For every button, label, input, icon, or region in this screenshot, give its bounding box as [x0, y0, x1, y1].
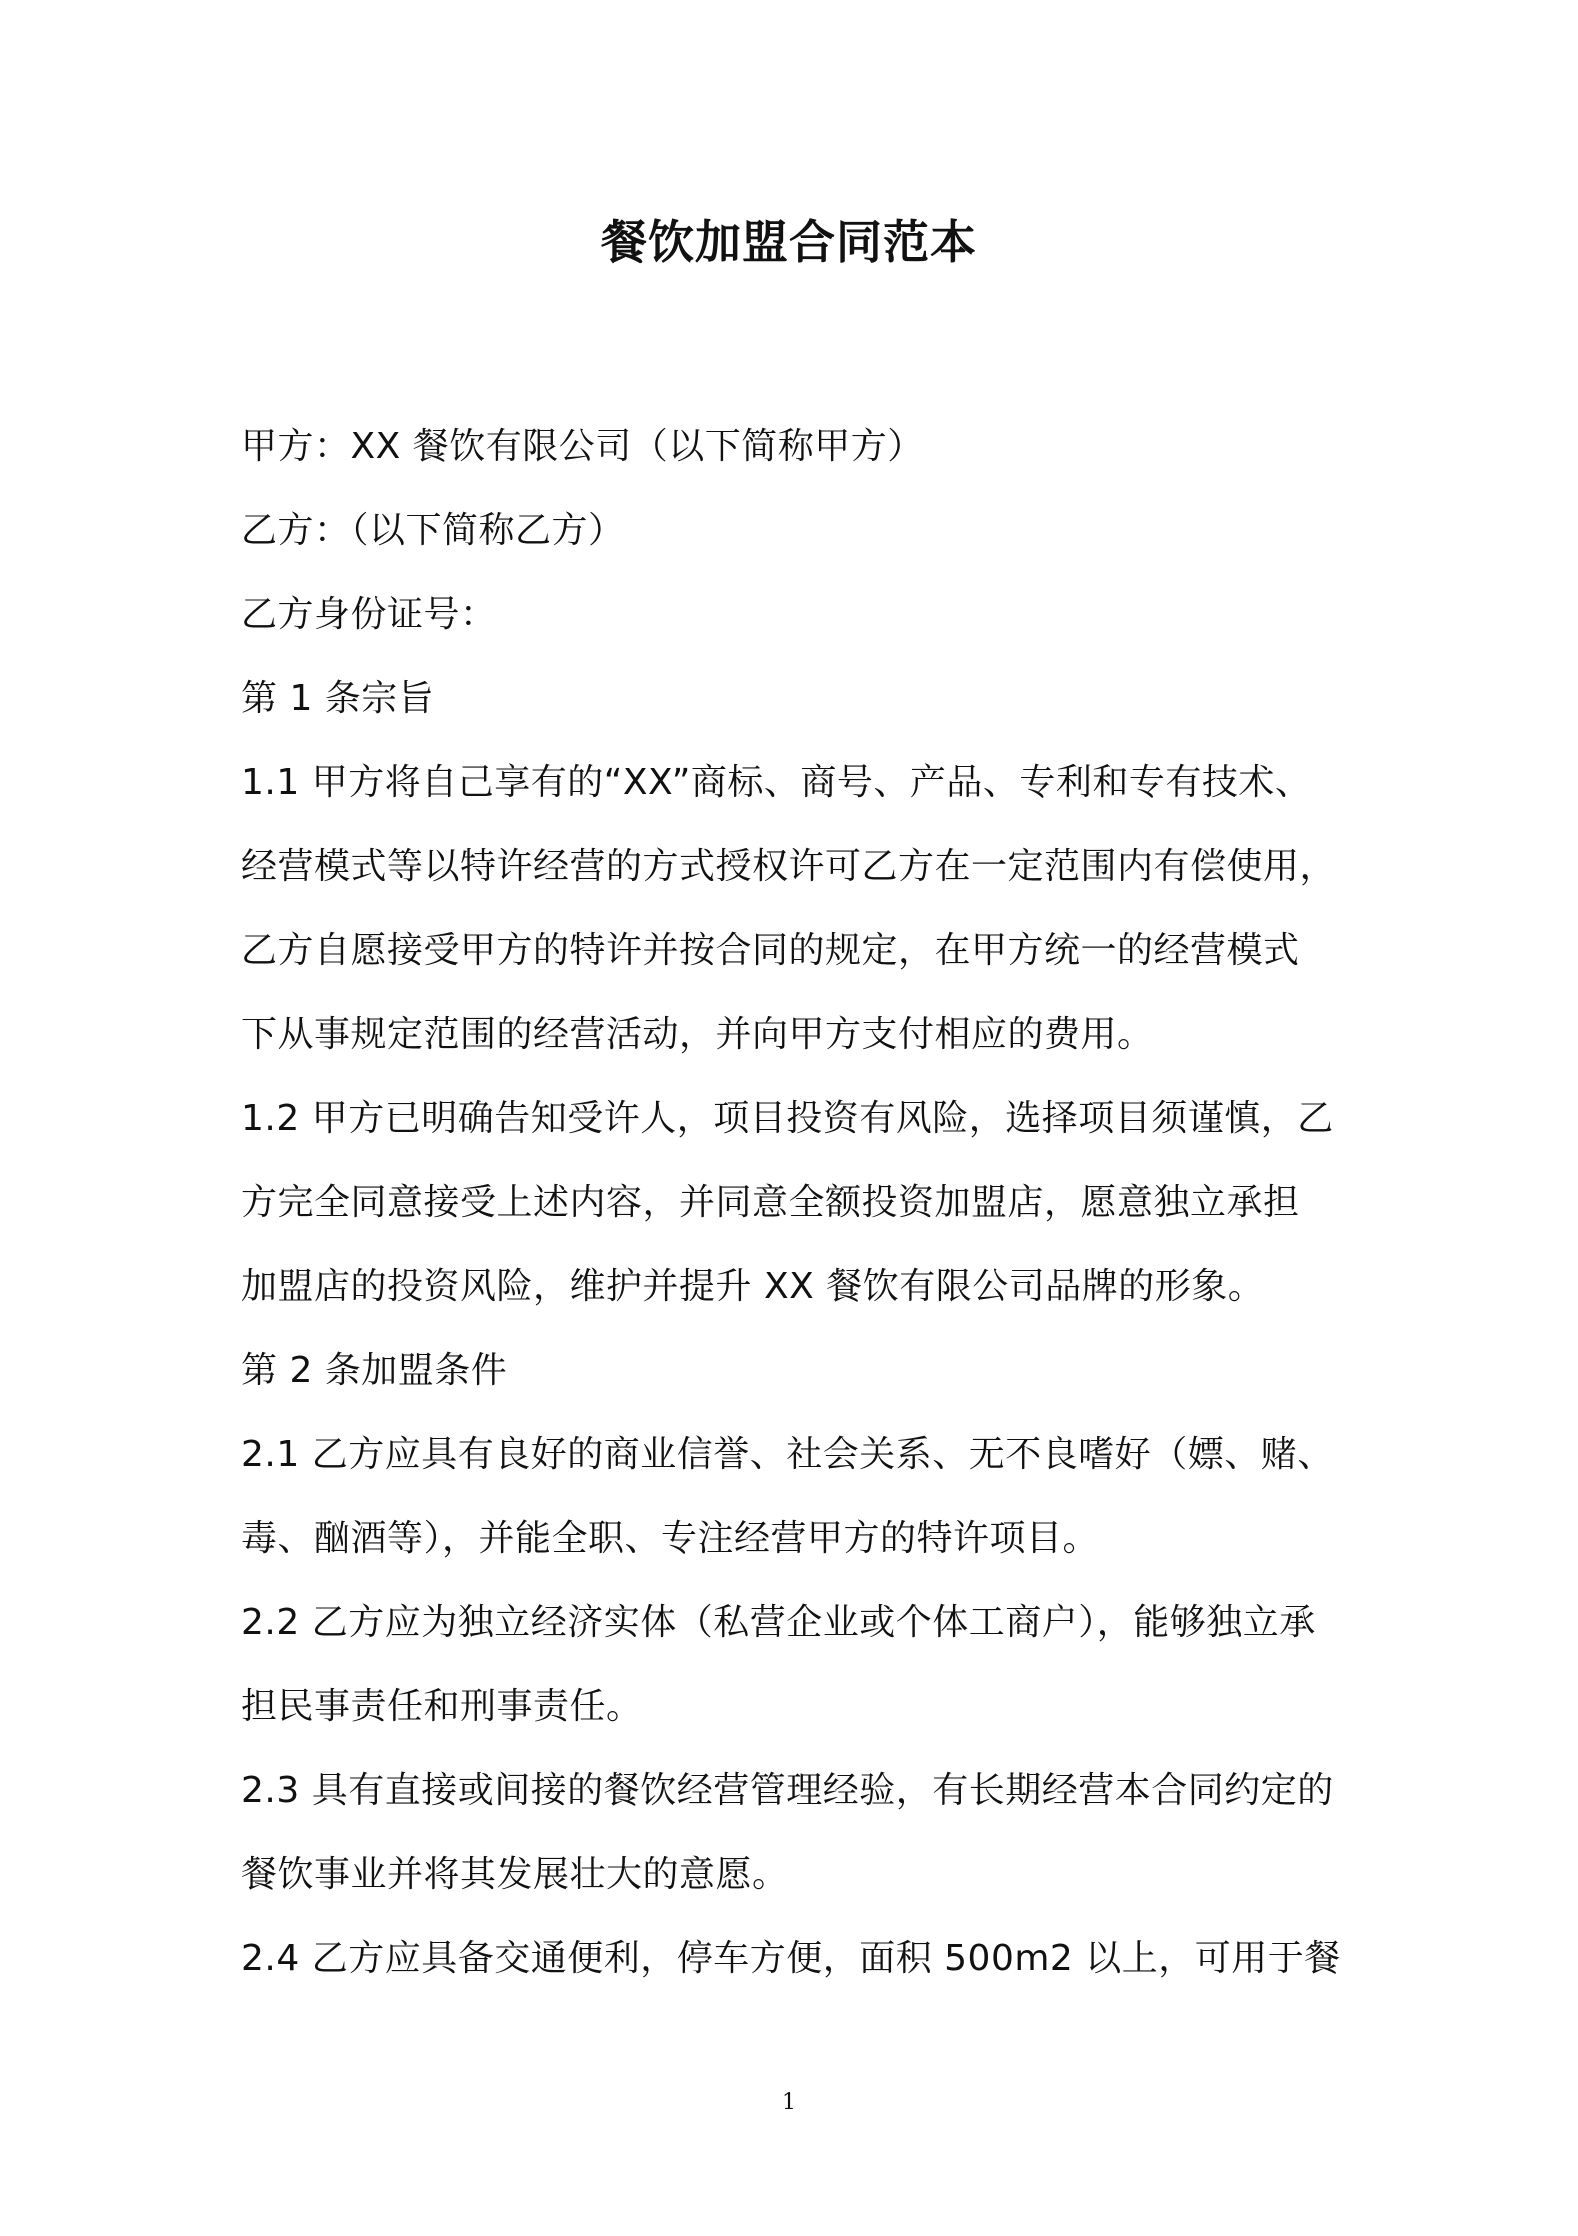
clause-text-line: 担民事责任和刑事责任。 — [241, 1686, 643, 1727]
contract-body — [241, 405, 1361, 2001]
clause-text-line: 餐饮事业并将其发展壮大的意愿。 — [241, 1854, 789, 1895]
clause-text-line: 1.2 甲方已明确告知受许人，项目投资有风险，选择项目须谨慎，乙 — [241, 1098, 1334, 1139]
clause-text-line: 2.3 具有直接或间接的餐饮经营管理经验，有长期经营本合同约定的 — [241, 1770, 1334, 1811]
clause-text-line: 经营模式等以特许经营的方式授权许可乙方在一定范围内有偿使用， — [241, 846, 1337, 887]
clause-text-line: 下从事规定范围的经营活动，并向甲方支付相应的费用。 — [241, 1014, 1154, 1055]
clause-text-line: 2.2 乙方应为独立经济实体（私营企业或个体工商户），能够独立承 — [241, 1602, 1316, 1643]
clause-text-line: 2.4 乙方应具备交通便利，停车方便，面积 500m2 以上，可用于餐 — [241, 1938, 1341, 1979]
clause-text-line: 毒、酗酒等），并能全职、专注经营甲方的特许项目。 — [241, 1518, 1100, 1559]
clause-text-line: 1.1 甲方将自己享有的“XX”商标、商号、产品、专利和专有技术、 — [241, 762, 1312, 803]
party-a-line: 甲方：XX 餐饮有限公司（以下简称甲方） — [241, 426, 924, 467]
party-b-id-line: 乙方身份证号： — [241, 594, 497, 635]
document-title: 餐饮加盟合同范本 — [601, 215, 977, 269]
clause-text-line: 2.1 乙方应具有良好的商业信誉、社会关系、无不良嗜好（嫖、赌、 — [241, 1434, 1334, 1475]
page-number: 1 — [782, 2090, 796, 2115]
clause-text-line: 方完全同意接受上述内容，并同意全额投资加盟店，愿意独立承担 — [241, 1182, 1300, 1223]
clause-text-line: 加盟店的投资风险，维护并提升 XX 餐饮有限公司品牌的形象。 — [241, 1266, 1265, 1307]
party-b-line: 乙方：（以下简称乙方） — [241, 510, 625, 551]
clause-text-line: 乙方自愿接受甲方的特许并按合同的规定，在甲方统一的经营模式 — [241, 930, 1300, 971]
article-2-heading: 第 2 条加盟条件 — [241, 1350, 508, 1391]
article-1-heading: 第 1 条宗旨 — [241, 678, 435, 719]
